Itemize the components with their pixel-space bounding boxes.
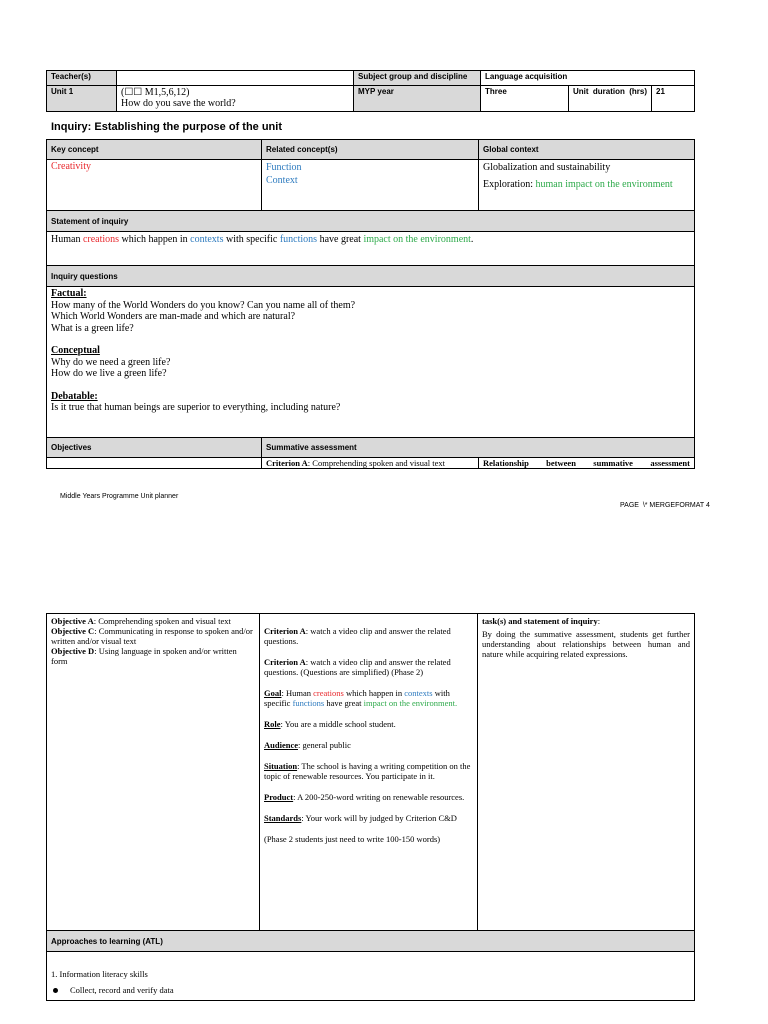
crit-1-bold: Criterion A (264, 626, 306, 636)
goal-impact: impact on the environment (363, 698, 455, 708)
relationship-cell[interactable] (478, 614, 695, 931)
crit-2-bold: Criterion A (264, 657, 306, 667)
factual-q-1: How many of the World Wonders do you know? Can you name all of them? (51, 299, 356, 311)
situation-text: : The school is having a writing competition on the topic of renewable resources. You participate in it. (264, 761, 471, 781)
goal-part: . (454, 698, 458, 708)
teacher-value[interactable] (117, 71, 354, 86)
footer-left: Middle Years Programme Unit planner (60, 493, 179, 500)
exploration-line (483, 178, 690, 191)
unit-label: Unit 1 (47, 86, 117, 112)
relationship-heading-suffix: : (597, 616, 601, 626)
factual-label: Factual: (51, 288, 87, 299)
exploration-value: human impact on the environment (535, 179, 673, 190)
subject-label: Subject group and discipline (354, 71, 481, 86)
goal-part: : Human (281, 688, 314, 698)
role-line (264, 719, 473, 729)
global-context-label: Global context (479, 140, 695, 160)
unit-title-cell[interactable] (117, 86, 354, 112)
standards-label: Standards (264, 813, 302, 823)
objective-a-bold: Objective A (51, 616, 94, 626)
product-label: Product (264, 792, 294, 802)
statement-label: Statement of inquiry (47, 211, 695, 232)
related-concept-1: Function (266, 162, 302, 173)
related-concept-2: Context (266, 175, 298, 186)
crit-2-text: : watch a video clip and answer the related questions. (Questions are simplified) (Phase 2) (264, 657, 451, 677)
debatable-q-1: Is it true that human beings are superior to everything, including nature? (51, 402, 341, 413)
crit-1-text: : watch a video clip and answer the related questions. (264, 626, 451, 646)
conceptual-q-1: Why do we need a green life? (51, 356, 171, 368)
goal-part: with specific (264, 688, 450, 708)
unit-header-table (46, 70, 695, 112)
debatable-label: Debatable: (51, 390, 98, 402)
duration-label: Unit duration (hrs) (569, 86, 652, 112)
unit-code: (☐☐ M1,5,6,12) (121, 87, 190, 98)
situation-line (264, 761, 473, 781)
exploration-label: Exploration: (483, 179, 533, 190)
conceptual-label: Conceptual (51, 345, 100, 356)
summative-crit-2 (264, 657, 473, 677)
atl-item: 1. Information literacy skills (51, 969, 148, 979)
atl-bullet-text: Collect, record and verify data (70, 985, 174, 995)
goal-part: which happen in (343, 688, 405, 698)
soi-part: with specific (223, 234, 280, 245)
summative-cell[interactable] (260, 614, 478, 931)
goal-part: have great (324, 698, 364, 708)
criterion-a-header[interactable] (262, 458, 479, 469)
footer-page-field: PAGE \* MERGEFORMAT 4 (620, 502, 710, 509)
soi-part: have great (317, 234, 364, 245)
standards-text: : Your work will by judged by Criterion C&D (301, 813, 457, 823)
product-line (264, 792, 473, 802)
myp-year-label: MYP year (354, 86, 481, 112)
audience-text: : general public (298, 740, 351, 750)
relationship-heading-bold: task(s) and statement of inquiry (482, 616, 598, 626)
inquiry-questions-cell[interactable] (47, 287, 695, 438)
phase2-note: (Phase 2 students just need to write 100-150 words) (264, 834, 441, 844)
goal-line (264, 688, 473, 708)
factual-q-2: Which World Wonders are man-made and which are natural? (51, 311, 296, 322)
summative-label: Summative assessment (262, 438, 695, 458)
summative-crit-1 (264, 626, 473, 646)
product-text: : A 200-250-word writing on renewable resources. (293, 792, 465, 802)
standards-line (264, 813, 473, 823)
myp-year-value[interactable]: Three (481, 86, 569, 112)
objective-a (51, 616, 255, 626)
objective-a-text: : Comprehending spoken and visual text (93, 616, 231, 626)
goal-contexts: contexts (404, 688, 433, 698)
soi-functions: functions (279, 234, 318, 245)
bullet-icon (53, 988, 58, 993)
goal-label: Goal (264, 688, 282, 698)
unit-title: How do you save the world? (121, 98, 236, 109)
global-context-cell[interactable] (479, 160, 695, 211)
subject-value[interactable]: Language acquisition (481, 71, 695, 86)
duration-value[interactable]: 21 (652, 86, 695, 112)
inquiry-heading: Inquiry: Establishing the purpose of the unit (51, 121, 282, 133)
related-concepts-cell[interactable] (262, 160, 479, 211)
objectives-cell[interactable] (47, 614, 260, 931)
soi-part: Human (51, 234, 83, 245)
criterion-a-bold: Criterion A (266, 458, 308, 468)
inquiry-questions-label: Inquiry questions (47, 266, 695, 287)
criterion-a-text: : Comprehending spoken and visual text (307, 458, 445, 468)
inquiry-table (46, 139, 695, 469)
teacher-label: Teacher(s) (47, 71, 117, 86)
objective-d-bold: Objective D (51, 646, 95, 656)
key-concept-label: Key concept (47, 140, 262, 160)
role-label: Role (264, 719, 281, 729)
relationship-body: By doing the summative assessment, students get further understanding about relationships between human and nature while acquiring related expressions. (482, 629, 690, 659)
atl-cell[interactable] (47, 952, 695, 1001)
soi-impact: impact on the environment (363, 234, 471, 245)
related-concepts-label: Related concept(s) (262, 140, 479, 160)
soi-part: which happen in (119, 234, 191, 245)
audience-line (264, 740, 473, 750)
relationship-heading (482, 616, 690, 626)
objective-d-text: : Using language in spoken and/or written form (51, 646, 237, 666)
soi-part: . (470, 234, 474, 245)
goal-creations: creations (313, 688, 344, 698)
objective-d (51, 646, 255, 666)
global-context-value: Globalization and sustainability (483, 162, 611, 173)
page2-table (46, 613, 695, 1001)
statement-of-inquiry[interactable] (47, 232, 695, 266)
objective-c-bold: Objective C (51, 626, 95, 636)
objective-c-text: : Communicating in response to spoken and/or written and/or visual text (51, 626, 253, 646)
objectives-label: Objectives (47, 438, 262, 458)
audience-label: Audience (264, 740, 298, 750)
objectives-cell-top[interactable] (47, 458, 262, 469)
objective-c (51, 626, 255, 646)
key-concept-value[interactable]: Creativity (47, 160, 262, 211)
situation-label: Situation (264, 761, 298, 771)
atl-label: Approaches to learning (ATL) (47, 931, 695, 952)
soi-contexts: contexts (190, 234, 224, 245)
conceptual-q-2: How do we live a green life? (51, 368, 167, 379)
relationship-header: Relationship between summative assessment (479, 458, 695, 469)
factual-q-3: What is a green life? (51, 322, 134, 334)
goal-functions: functions (292, 698, 325, 708)
role-text: : You are a middle school student. (280, 719, 396, 729)
atl-bullet-line (51, 982, 690, 998)
soi-creations: creations (82, 234, 120, 245)
